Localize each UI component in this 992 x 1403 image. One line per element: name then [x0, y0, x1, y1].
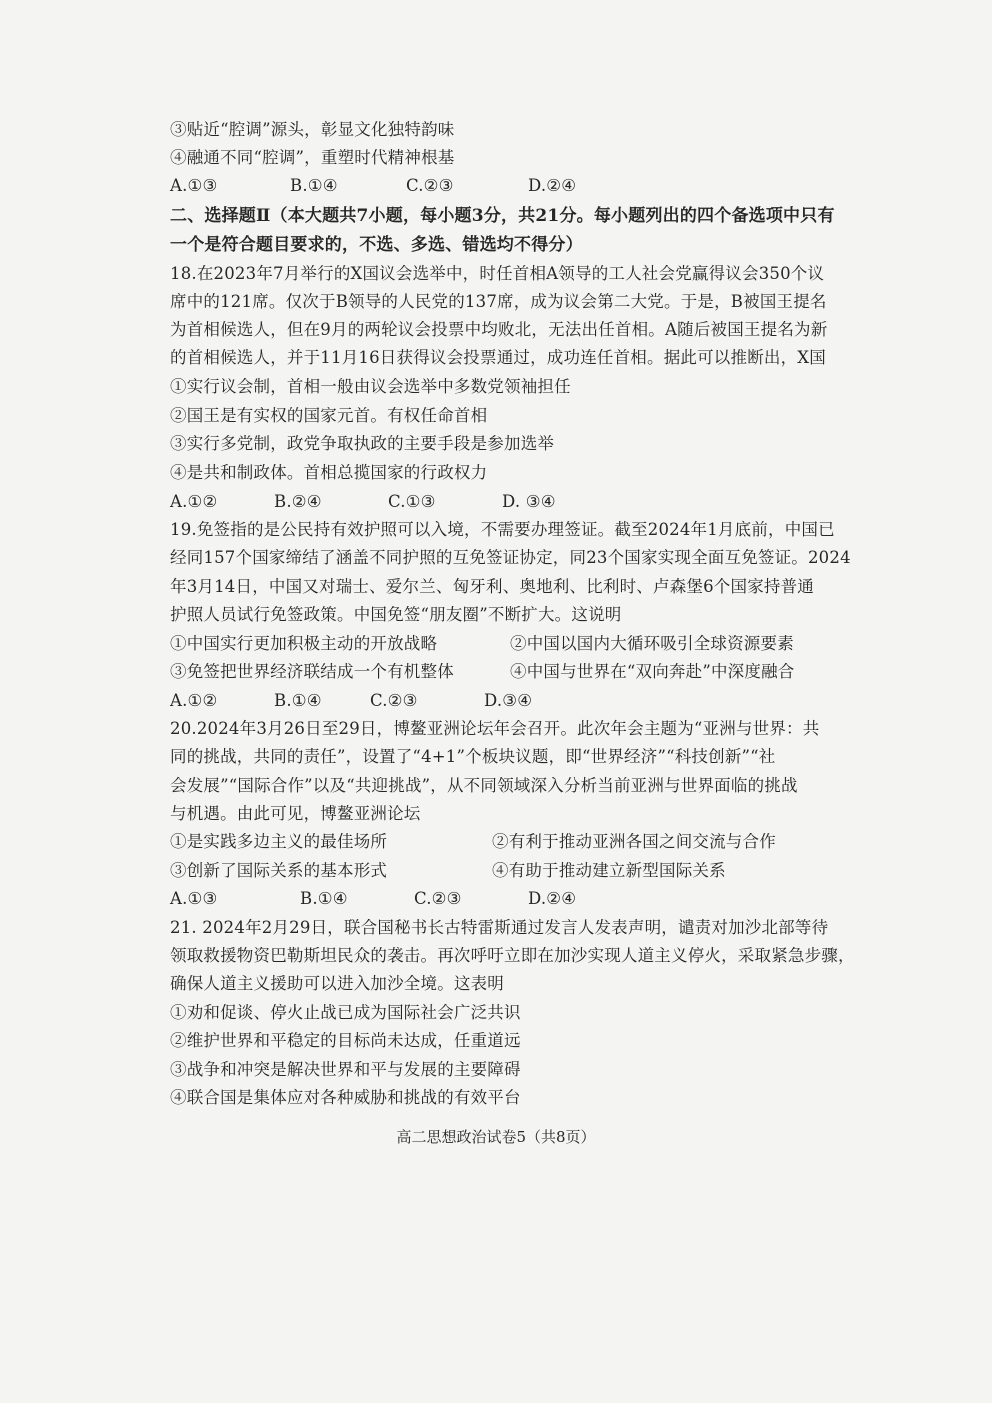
q18-options — [170, 490, 770, 514]
q19-item-2: ②中国以国内大循环吸引全球资源要素 — [510, 634, 794, 653]
q18-item-4: ④是共和制政体。首相总揽国家的行政权力 — [170, 463, 488, 482]
q20-item-1: ①是实践多边主义的最佳场所 — [170, 832, 388, 851]
option-b: B.①④ — [300, 889, 348, 908]
q20-stem-line-1: 20.2024年3月26日至29日，博鳌亚洲论坛年会召开。此次年会主题为“亚洲与世界：共 — [170, 719, 820, 738]
option-b: B.①④ — [274, 691, 322, 710]
q18-item-3: ③实行多党制，政党争取执政的主要手段是参加选举 — [170, 434, 555, 453]
q19-item-4: ④中国与世界在“双向奔赴”中深度融合 — [510, 662, 795, 681]
option-b: B.②④ — [274, 492, 322, 511]
page-footer: 高二思想政治试卷5（共8页） — [396, 1128, 596, 1146]
q18-stem-line-3: 为首相候选人，但在9月的两轮议会投票中均败北，无法出任首相。A随后被国王提名为新 — [170, 320, 828, 339]
option-a: A.①③ — [170, 176, 218, 195]
option-a: A.①③ — [170, 889, 218, 908]
q18-item-1: ①实行议会制，首相一般由议会选举中多数党领袖担任 — [170, 377, 571, 396]
option-b: B.①④ — [290, 176, 338, 195]
prev-item-3: ③贴近“腔调”源头，彰显文化独特韵味 — [170, 120, 455, 139]
q20-stem-line-2: 同的挑战，共同的责任”，设置了“4+1”个板块议题，即“世界经济”“科技创新”“社 — [170, 747, 776, 766]
q19-stem-line-3: 年3月14日，中国又对瑞士、爱尔兰、匈牙利、奥地利、比利时、卢森堡6个国家持普通 — [170, 577, 814, 596]
q20-item-2: ②有利于推动亚洲各国之间交流与合作 — [492, 832, 776, 851]
option-c: C.①③ — [388, 492, 436, 511]
option-c: C.②③ — [414, 889, 462, 908]
option-c: C.②③ — [370, 691, 418, 710]
option-d: D. ③④ — [502, 492, 556, 511]
q21-item-2: ②维护世界和平稳定的目标尚未达成，任重道远 — [170, 1031, 521, 1050]
q21-item-1: ①劝和促谈、停火止战已成为国际社会广泛共识 — [170, 1003, 521, 1022]
section-heading-line-2: 一个是符合题目要求的，不选、多选、错选均不得分） — [170, 235, 583, 255]
q18-stem-line-4: 的首相候选人，并于11月16日获得议会投票通过，成功连任首相。据此可以推断出，X国 — [170, 348, 826, 367]
bleed-through-text — [540, 125, 544, 141]
option-d: D.②④ — [528, 889, 577, 908]
q19-stem-line-2: 经同157个国家缔结了涵盖不同护照的互免签证协定，同23个国家实现全面互免签证。2024 — [170, 548, 851, 567]
q19-options — [170, 689, 770, 713]
q18-item-2: ②国王是有实权的国家元首。有权任命首相 — [170, 406, 488, 425]
q20-item-4: ④有助于推动建立新型国际关系 — [492, 861, 726, 880]
prev-options — [170, 174, 770, 198]
q21-item-3: ③战争和冲突是解决世界和平与发展的主要障碍 — [170, 1060, 521, 1079]
q21-stem-line-2: 领取救援物资巴勒斯坦民众的袭击。再次呼吁立即在加沙实现人道主义停火，采取紧急步骤， — [170, 946, 855, 965]
option-a: A.①② — [170, 492, 218, 511]
q21-item-4: ④联合国是集体应对各种威胁和挑战的有效平台 — [170, 1088, 521, 1107]
q18-stem-line-1: 18.在2023年7月举行的X国议会选举中，时任首相A领导的工人社会党赢得议会350个议 — [170, 264, 825, 283]
q19-stem-line-1: 19.免签指的是公民持有效护照可以入境，不需要办理签证。截至2024年1月底前，中国已 — [170, 520, 835, 539]
q20-stem-line-4: 与机遇。由此可见，博鳌亚洲论坛 — [170, 804, 421, 823]
q21-stem-line-1: 21. 2024年2月29日，联合国秘书长古特雷斯通过发言人发表声明，谴责对加沙北部等待 — [170, 918, 829, 937]
option-d: D.③④ — [484, 691, 533, 710]
q19-stem-line-4: 护照人员试行免签政策。中国免签“朋友圈”不断扩大。这说明 — [170, 605, 622, 624]
q20-item-3: ③创新了国际关系的基本形式 — [170, 861, 388, 880]
option-c: C.②③ — [406, 176, 454, 195]
q20-options — [170, 887, 770, 911]
q19-item-1: ①中国实行更加积极主动的开放战略 — [170, 634, 438, 653]
q21-stem-line-3: 确保人道主义援助可以进入加沙全境。这表明 — [170, 974, 504, 993]
q19-item-3: ③免签把世界经济联结成一个有机整体 — [170, 662, 454, 681]
q20-stem-line-3: 会发展”“国际合作”以及“共迎挑战”，从不同领域深入分析当前亚洲与世界面临的挑战 — [170, 776, 798, 795]
prev-item-4: ④融通不同“腔调”，重塑时代精神根基 — [170, 148, 455, 167]
q18-stem-line-2: 席中的121席。仅次于B领导的人民党的137席，成为议会第二大党。于是，B被国王提名 — [170, 292, 827, 311]
section-heading-line-1: 二、选择题Ⅱ（本大题共7小题，每小题3分，共21分。每小题列出的四个备选项中只有 — [170, 206, 835, 226]
option-d: D.②④ — [528, 176, 577, 195]
option-a: A.①② — [170, 691, 218, 710]
